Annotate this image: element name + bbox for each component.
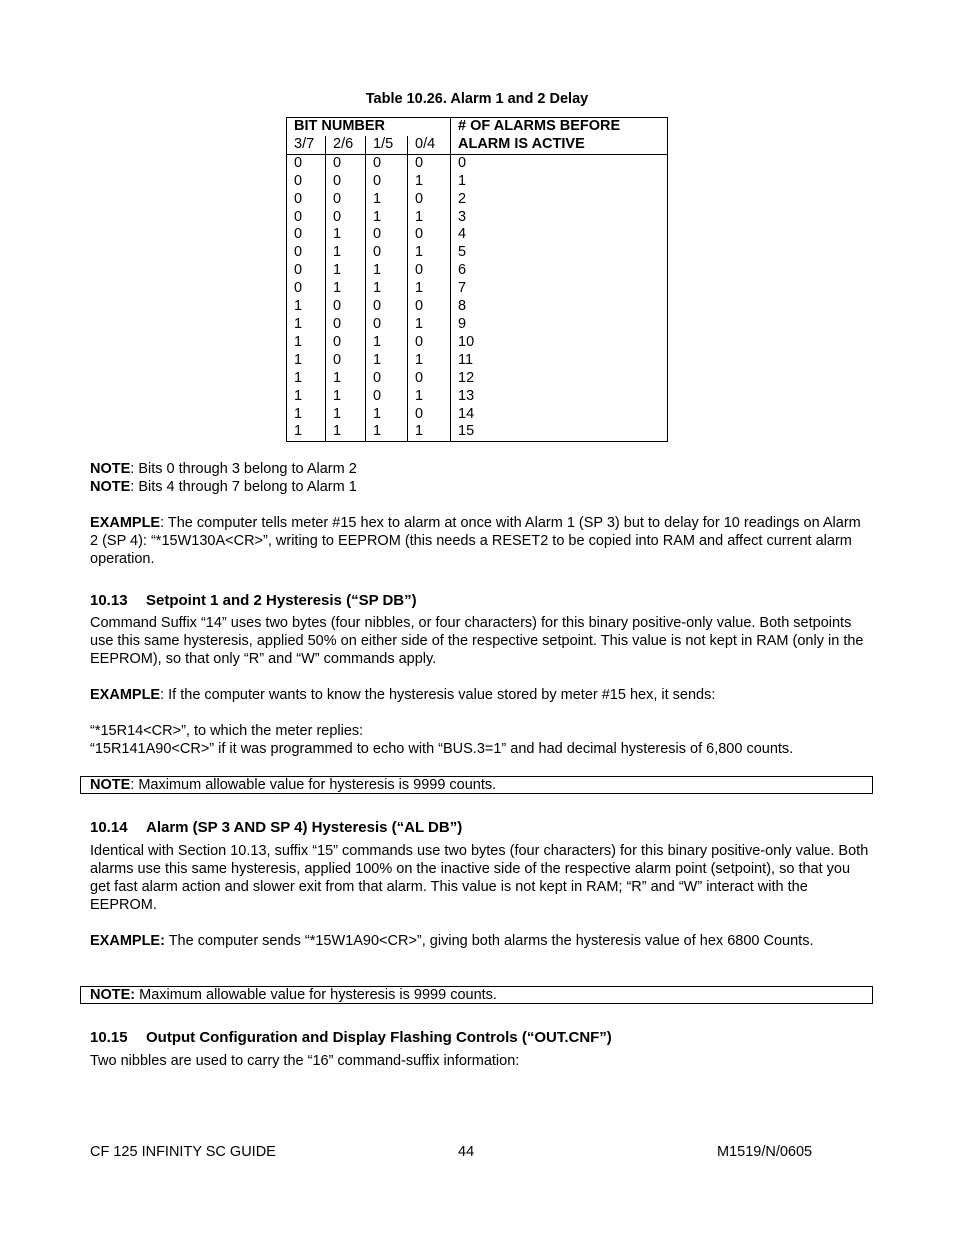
bit-cell: 0 (408, 262, 451, 280)
alarm-count-cell: 8 (458, 298, 467, 315)
bit-cell: 1 (326, 423, 366, 441)
bit-column-header: 2/6 (326, 136, 366, 154)
table-row (287, 334, 668, 352)
bit-cell: 0 (366, 388, 408, 406)
example-paragraph (90, 686, 870, 704)
section-body: Identical with Section 10.13, suffix “15” commands use two bytes (four characters) for this binary positive-only value. Both alarms use this same hysteresis, applied 100% on the inactive side of the respective alarm point (setpoint), so that you get fast alarm action and slower exit from that alarm. This value is not kept in RAM; “R” and “W” interact with the EEPROM. (90, 843, 869, 913)
bit-cell: 0 (408, 334, 451, 352)
table-row (287, 316, 668, 334)
alarm-count-cell: 11 (458, 351, 474, 368)
section-body: Two nibbles are used to carry the “16” command-suffix information: (90, 1053, 520, 1069)
bit-cell: 0 (366, 370, 408, 388)
bit-cell: 0 (287, 209, 326, 227)
bit-cell: 1 (408, 280, 451, 298)
bit-cell: 0 (287, 173, 326, 191)
bit-cell: 0 (408, 406, 451, 424)
note-text: : Bits 4 through 7 belong to Alarm 1 (130, 479, 357, 495)
bit-cell: 1 (326, 262, 366, 280)
bit-cell: 1 (287, 298, 326, 316)
bit-cell: 1 (287, 406, 326, 424)
bit-cell: 0 (287, 226, 326, 244)
table-row (287, 154, 668, 172)
bit-cell: 1 (408, 352, 451, 370)
bit-cell: 1 (326, 388, 366, 406)
footer-document-code: M1519/N/0605 (717, 1144, 813, 1160)
alarm-count-cell: 2 (458, 190, 467, 207)
bit-cell: 0 (366, 244, 408, 262)
table-row (287, 262, 668, 280)
section-title: Output Configuration and Display Flashing Controls (“OUT.CNF”) (146, 1029, 612, 1046)
bit-cell: 1 (287, 352, 326, 370)
alarm-count-cell: 0 (458, 154, 467, 171)
alarm-count-cell: 10 (458, 333, 475, 350)
bit-cell: 0 (287, 244, 326, 262)
bit-cell: 1 (287, 370, 326, 388)
bit-cell: 1 (326, 226, 366, 244)
example-label: EXAMPLE: (90, 933, 165, 949)
alarms-header-line2: ALARM IS ACTIVE (451, 136, 668, 154)
alarm-count-cell: 13 (458, 387, 475, 404)
example-text: The computer sends “*15W1A90<CR>”, giving both alarms the hysteresis value of hex 6800 Counts. (164, 933, 814, 949)
note-bits-4-7 (90, 478, 357, 496)
table-body (287, 154, 668, 442)
bit-cell: 0 (408, 226, 451, 244)
alarm-count-cell: 9 (458, 315, 467, 332)
table-row (287, 388, 668, 406)
bit-cell: 1 (366, 352, 408, 370)
bit-cell: 1 (326, 406, 366, 424)
table-header-row (287, 118, 668, 136)
section-heading-10-13 (90, 592, 417, 610)
bit-cell: 1 (366, 262, 408, 280)
alarms-header: # OF ALARMS BEFORE (458, 118, 621, 134)
bit-cell: 0 (366, 316, 408, 334)
bit-cell: 1 (326, 370, 366, 388)
bit-cell: 0 (366, 154, 408, 172)
table-row (287, 209, 668, 227)
bit-cell: 1 (326, 244, 366, 262)
alarm-count-cell: 5 (458, 244, 467, 261)
note-label: NOTE (90, 461, 131, 477)
bit-cell: 1 (408, 173, 451, 191)
boxed-note (80, 986, 873, 1004)
alarm-count-cell: 6 (458, 262, 467, 279)
bit-cell: 1 (366, 334, 408, 352)
note-text: : Bits 0 through 3 belong to Alarm 2 (130, 461, 357, 477)
bit-cell: 0 (366, 173, 408, 191)
note-label: NOTE: (90, 987, 136, 1003)
note-label: NOTE (90, 777, 131, 793)
section-number: 10.15 (90, 1029, 128, 1046)
bit-cell: 1 (408, 388, 451, 406)
bit-cell: 1 (408, 209, 451, 227)
bit-cell: 0 (326, 173, 366, 191)
bit-cell: 1 (366, 280, 408, 298)
section-number: 10.13 (90, 592, 128, 609)
bit-column-header: 1/5 (366, 136, 408, 154)
alarm-count-cell: 1 (458, 172, 467, 189)
table-row (287, 423, 668, 441)
alarm-count-cell: 4 (458, 226, 467, 243)
alarm-count-cell: 15 (458, 423, 475, 440)
bit-cell: 0 (408, 154, 451, 172)
table-row (287, 226, 668, 244)
table-row (287, 173, 668, 191)
table-row (287, 406, 668, 424)
table-row (287, 191, 668, 209)
table-row (287, 244, 668, 262)
example-paragraph (90, 514, 870, 568)
bit-cell: 0 (287, 191, 326, 209)
table-caption: Table 10.26. Alarm 1 and 2 Delay (365, 91, 589, 107)
bit-cell: 1 (287, 334, 326, 352)
section-title: Alarm (SP 3 AND SP 4) Hysteresis (“AL DB”) (146, 819, 463, 836)
section-number: 10.14 (90, 819, 128, 836)
bit-cell: 1 (326, 280, 366, 298)
bit-cell: 0 (326, 352, 366, 370)
bit-cell: 0 (326, 298, 366, 316)
footer-guide-title: CF 125 INFINITY SC GUIDE (90, 1144, 276, 1160)
bit-cell: 1 (287, 316, 326, 334)
bit-cell: 1 (287, 388, 326, 406)
bit-number-header: BIT NUMBER (287, 118, 451, 136)
bit-cell: 0 (287, 280, 326, 298)
bit-cell: 1 (366, 191, 408, 209)
bit-cell: 1 (287, 423, 326, 441)
bit-cell: 1 (366, 423, 408, 441)
table-row (287, 280, 668, 298)
table-row (287, 370, 668, 388)
alarm-count-cell: 3 (458, 208, 467, 225)
example-text: : The computer tells meter #15 hex to alarm at once with Alarm 1 (SP 3) but to delay for 10 readings on Alarm 2 (SP 4): “*15W130A<CR>”, writing to EEPROM (this needs a RESET2 to be copied into RAM and affect current alarm operation. (90, 515, 861, 567)
section-heading-10-15 (90, 1029, 612, 1047)
bit-cell: 0 (287, 154, 326, 172)
page-number: 44 (458, 1144, 475, 1160)
table-subheader-row (287, 136, 668, 154)
bit-cell: 0 (326, 334, 366, 352)
reply-line: “15R141A90<CR>” if it was programmed to echo with “BUS.3=1” and had decimal hysteresis of 6,800 counts. (90, 741, 794, 757)
example-label: EXAMPLE (90, 687, 161, 703)
bit-cell: 0 (326, 154, 366, 172)
alarm-count-cell: 7 (458, 280, 467, 297)
command-line: “*15R14<CR>”, to which the meter replies: (90, 723, 364, 739)
bit-cell: 1 (408, 316, 451, 334)
note-label: NOTE (90, 479, 131, 495)
section-heading-10-14 (90, 819, 462, 837)
note-text: Maximum allowable value for hysteresis is 9999 counts. (135, 987, 497, 1003)
section-title: Setpoint 1 and 2 Hysteresis (“SP DB”) (146, 592, 417, 609)
example-text: : If the computer wants to know the hysteresis value stored by meter #15 hex, it sends: (160, 687, 716, 703)
boxed-note (80, 776, 873, 794)
example-label: EXAMPLE (90, 515, 161, 531)
bit-cell: 0 (408, 370, 451, 388)
bit-column-header: 3/7 (287, 136, 326, 154)
bit-column-header: 0/4 (408, 136, 451, 154)
bit-cell: 0 (366, 298, 408, 316)
bit-cell: 0 (408, 298, 451, 316)
bit-cell: 0 (326, 209, 366, 227)
bit-cell: 0 (326, 191, 366, 209)
bit-cell: 1 (366, 209, 408, 227)
bit-cell: 0 (366, 226, 408, 244)
bit-cell: 1 (408, 423, 451, 441)
bit-cell: 0 (326, 316, 366, 334)
table-row (287, 298, 668, 316)
table-row (287, 352, 668, 370)
example-paragraph (90, 932, 870, 950)
bit-cell: 1 (366, 406, 408, 424)
section-body: Command Suffix “14” uses two bytes (four nibbles, or four characters) for this binary positive-only value. Both setpoints use this same hysteresis, applied 50% on either side of the respective setpoint. This value is not kept in RAM (only in the EEPROM), so that only “R” and “W” commands apply. (90, 615, 864, 667)
alarm-delay-table (286, 117, 668, 442)
alarm-count-cell: 14 (458, 405, 475, 422)
bit-cell: 0 (287, 262, 326, 280)
alarm-count-cell: 12 (458, 369, 475, 386)
bit-cell: 1 (408, 244, 451, 262)
bit-cell: 0 (408, 191, 451, 209)
note-bits-0-3 (90, 460, 357, 478)
note-text: : Maximum allowable value for hysteresis is 9999 counts. (130, 777, 497, 793)
